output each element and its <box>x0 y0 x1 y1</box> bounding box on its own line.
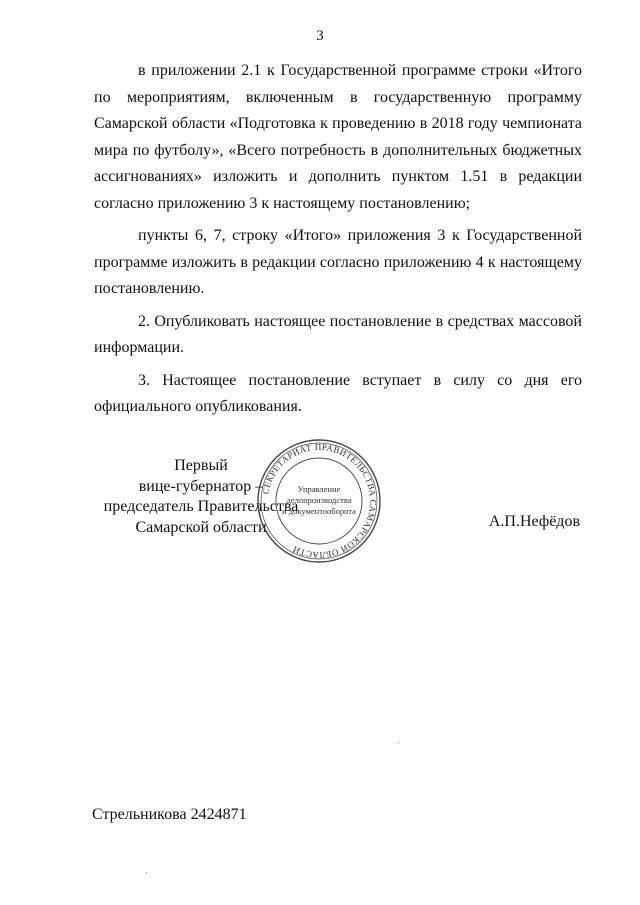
scan-speck <box>146 872 147 873</box>
seal-center-line1: Управление <box>297 484 341 494</box>
document-body <box>94 58 582 421</box>
page-number: 3 <box>316 28 324 44</box>
signature-title-line2: вице-губернатор – <box>138 477 264 495</box>
signatory-name: А.П.Нефёдов <box>488 513 580 530</box>
seal-center-line2: делопроизводства <box>286 495 352 505</box>
executor-contact: Стрельникова 2424871 <box>92 806 247 823</box>
signature-title-line1: Первый <box>174 457 228 474</box>
paragraph-publish: 2. Опубликовать настоящее постановление в средствах массовой информации. <box>94 312 582 356</box>
signature-title-line3: председатель Правительства <box>103 498 299 515</box>
paragraph-appendix-2-1: в приложении 2.1 к Государственной программе строки «Итого по мероприятиям, включенным в государственную программу Самарской области «Подготовка к проведению в 2018 году чемпионата мира по футболу», «Всего потребность в дополнительных бюджетных ассигнованиях» изложить и дополнить пунктом 1.51 в редакции согласно приложению 3 к настоящему постановлению; <box>94 62 582 212</box>
paragraph-items-6-7: пункты 6, 7, строку «Итого» приложения 3 к Государственной программе изложить в редакции согласно приложению 4 к настоящему постановлению. <box>94 227 582 297</box>
signature-title-line4: Самарской области <box>135 518 267 536</box>
seal-ring-text: СЕКРЕТАРИАТ ПРАВИТЕЛЬСТВА САМАРСКОЙ ОБЛАСТИ <box>260 441 379 561</box>
seal-center-line3: и документооборота <box>282 506 356 516</box>
scan-speck <box>398 742 399 743</box>
paragraph-effective-date: 3. Настоящее постановление вступает в силу со дня его официального опубликования. <box>94 371 582 415</box>
official-seal-stamp <box>256 438 382 564</box>
